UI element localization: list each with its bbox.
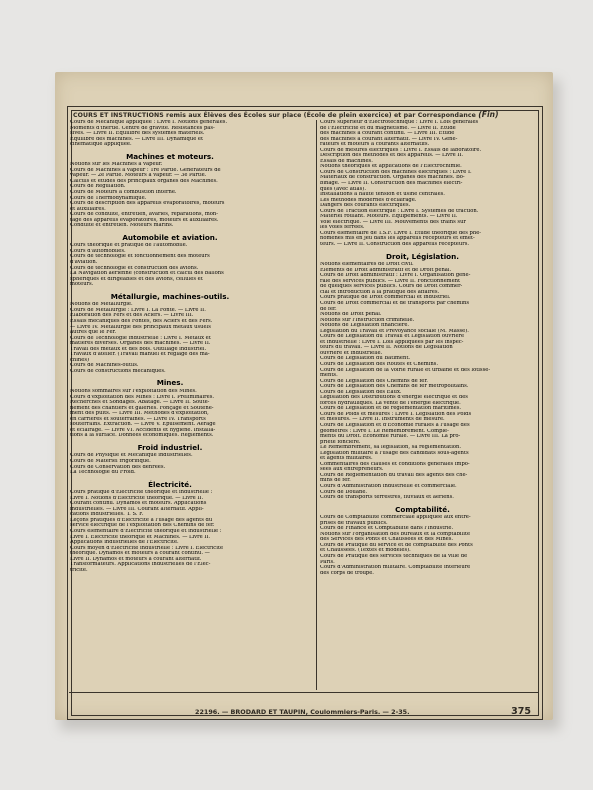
text-line: Essais mécaniques des Fontes, des Aciers et des Fers. [70, 318, 213, 324]
text-line: sives. — Livre II. Équilibre des systèmes matériels. [70, 131, 205, 137]
text-line: Cours de Pratique des services techniques de la ville de [320, 554, 468, 560]
text-line: priété foncière. [320, 439, 361, 445]
text-line: ments. [320, 373, 338, 379]
text-line: Cours de Finance et Comptabilité dans l'Industrie. [320, 526, 454, 532]
page-number: 375 [511, 706, 531, 717]
text-line: Cours de Législation et de réglementation maritimes. [320, 406, 462, 412]
text-line: Travail des métaux et des bois. Outillage industriel. [70, 346, 207, 352]
text-line: Description des méthodes et des appareils. — Livre II. [320, 153, 464, 159]
page-header [73, 110, 543, 119]
text-line: Leçons pratiques d'Électricité à l'usage des agents du [70, 517, 213, 523]
text-line: Cours de Machines à vapeur : 1re Partie. Générateurs de [70, 167, 221, 173]
text-line: Livre I. Électricité théorique et Machines. — Livre II. [70, 534, 211, 540]
text-line: et Chaussées. (Textes et modèles). [320, 548, 411, 554]
text-line: des machines à courant alternatif. — Livre IV. Géné- [320, 136, 458, 142]
text-line: Cours de Législation des Eaux. [320, 389, 402, 395]
text-line: Travaux d'atelier. (Travail manuel et réglage des ma- [70, 352, 210, 358]
text-line: Paris. [320, 559, 335, 565]
text-line: Cours de Réglementation du travail des agents des che- [320, 472, 468, 478]
text-line: autres que le Fer. [70, 330, 117, 336]
text-line: Cours de Thermodynamique. [70, 195, 147, 201]
text-line: souterrains. Extraction. — Livre V. Épuisement. Aérage [70, 422, 216, 428]
section-title: Comptabilité. [395, 504, 450, 514]
text-line: des Services des Ponts et Chaussées et des Mines. [320, 537, 454, 543]
section-title: Métallurgie, machines-outils. [110, 291, 230, 301]
text-line: Cours de Législation et d'Économie rurales à l'usage des [320, 422, 470, 428]
header-suffix: (Fin) [478, 110, 499, 119]
text-line: prises de travaux publics. [320, 520, 388, 526]
text-line: Cours élémentaire d'Électricité théorique et industrielle : [70, 529, 222, 534]
text-line: Recherches et Sondages. Abatage. — Livre II. Soutè- [70, 400, 210, 406]
text-line: Moments d'inertie. Centre de gravité. Résistances pas- [70, 125, 215, 131]
text-line: Cours de technologie et construction des avions. [70, 265, 199, 271]
text-line: rateurs et moteurs à courants alternatifs. [320, 142, 430, 148]
text-line: Cours de Métallurgie : Livre I. La Fonte. — Livre II. [70, 307, 206, 313]
text-line: et mesures. — Livre II. Instruments de mesure. [320, 417, 445, 423]
text-line: Cours de transports terrestres, fluviaux et aériens. [320, 495, 454, 501]
text-line: moteurs. [70, 282, 94, 288]
text-line: et auxiliaires. [70, 206, 106, 212]
text-line: Cours de Législation du Bâtiment. [320, 356, 411, 362]
text-line: des machines à courant continu. — Livre III. Étude [320, 131, 455, 137]
text-line: Cours d'Administration militaire. Comptabilité intérieure [320, 565, 471, 571]
text-line: La Technologie du Froid. [70, 470, 136, 476]
text-line: Cours d'exploitation des Mines : Livre I. Préliminaires. [70, 394, 215, 400]
text-line: Le Remembrement, sa législation, sa réglementation. [320, 445, 462, 451]
text-line: Notions sur l'Instruction criminelle. [320, 317, 415, 323]
text-line: Cours de description des appareils évaporatoires, moteurs [70, 201, 225, 207]
text-line: sphériques et dirigeables et des avions, cellules et [70, 276, 203, 282]
text-line: Notions de Législation financière. [320, 323, 410, 329]
text-line: Cours de Pratique du service et de comptabilité des Ponts [320, 542, 473, 548]
column-divider [316, 120, 317, 690]
text-line: teurs du travail. — Livre II. Notions de Législation [320, 345, 453, 351]
section-title: Droit, Législation. [386, 251, 459, 261]
text-line: et éclairage. — Livre VI. Accidents et hygiène. Installa- [70, 427, 216, 433]
text-line: nomènes mis en jeu dans les appareils récepteurs et émet- [320, 236, 475, 242]
text-line: Cours de Droit commercial et de transports par chemins [320, 300, 470, 306]
text-line: Calculs et études des principaux organes des Machines. [70, 178, 218, 184]
text-line: les voies ferrées. [320, 225, 365, 231]
text-line: Cours de Matériel frigorifique. [70, 458, 151, 464]
text-line: Cours de Législation des Routes et Chemins. [320, 361, 438, 367]
text-line: Cours de Mécanique appliquée : Livre I. Notions générales. [70, 120, 228, 125]
text-line: Notions sur les Machines à vapeur. [70, 162, 163, 168]
text-line: Les méthodes modernes d'éclairage. [320, 197, 417, 203]
text-line: Cours de Construction des machines électriques : Livre I. [320, 169, 472, 175]
text-line: tage des appareils évaporatoires, moteurs et auxiliaires. [70, 217, 219, 223]
text-line: Cours de Législation des Chemins de fer. [320, 378, 428, 384]
text-line: Élaboration des Fers et des Aciers. — Livre III. [70, 313, 194, 319]
text-line: Cours de Conservation des denrées. [70, 464, 166, 470]
text-line: Matériel roulant. Moteurs. Équipements. — Livre II. [320, 214, 458, 220]
text-line: tions à la surface. Données économiques. Règlements. [70, 433, 214, 439]
text-line: Voie électrique. — Livre III. Mouvements des trains sur [320, 219, 466, 225]
text-line: nement des chantiers et galeries. Fonçage et Soutène- [70, 405, 214, 411]
text-line: Applications industrielles de l'Électricité. [70, 540, 179, 546]
text-line: Cours pratique d'Électricité théorique et industrielle : [70, 490, 213, 496]
left-column [70, 120, 270, 573]
text-line: Notions sur l'organisation des bureaux et la comptabilité [320, 531, 471, 537]
text-line: Législation du Travail et Prévoyance sociale (M. Massé). [320, 328, 469, 334]
text-line: Cours de Droit administratif : Livre I. Organisation géné- [320, 273, 471, 279]
text-line: Notions sommaires sur l'exploitation des Mines. [70, 388, 197, 394]
text-line: Cours d'automobiles. [70, 248, 126, 254]
text-line: de l'Électricité et du magnétisme. — Livre II. Étude [320, 125, 456, 131]
text-line: Cours de constructions mécaniques. [70, 368, 166, 374]
text-line: de fer. [320, 306, 337, 312]
text-line: vapeur. — 2e Partie. Moteurs à vapeur. — 3e Partie. [70, 173, 207, 179]
text-line: Cours moyen d'Électricité industrielle : Livre I. Électricité [70, 545, 224, 551]
text-line: Cours de Technologie industrielle : Livre I. Métaux et [70, 335, 211, 341]
section-title: Froid industriel. [137, 442, 203, 452]
text-line: Cours de Physique et Mécanique industrielles. [70, 453, 193, 459]
text-line: géomètres : Livre I. Le Remembrement. Complé- [320, 428, 449, 434]
text-line: tricité. [70, 567, 88, 573]
text-line: mins de fer. [320, 478, 351, 484]
text-line: ouvrière et industrielle. [320, 350, 383, 356]
text-line: Cours pratique de Droit commercial et industriel. [320, 295, 451, 301]
text-line: Cours supérieur d'Électrotechnique : Livre I. Lois générales [320, 120, 479, 125]
text-line: et industrielle : Livre I. Lois appliquées par les inspec- [320, 339, 464, 345]
section-title: Mines. [156, 378, 184, 388]
text-line: des corps de troupe. [320, 570, 374, 576]
text-line: Cours de Législation des Chemins de fer métropolitains. [320, 384, 469, 390]
section-title: Électricité. [148, 479, 192, 489]
text-line: Législation des Distributions d'énergie électrique et des [320, 395, 468, 401]
text-line: Équilibre des machines. — Livre III. Dynamique et [70, 136, 204, 142]
text-line: matières diverses. Organes des machines. — Livre II. [70, 341, 211, 347]
text-line: La Navigation aérienne (construction et calcul des ballons [70, 271, 224, 277]
text-line: en carrières et souterraines. — Livre IV. Transports [70, 416, 206, 422]
text-line: cinématique appliquée. [70, 142, 132, 148]
text-line: cations industrielles. T. S. F. [70, 512, 144, 518]
text-line: Cours de Machines-outils. [70, 363, 139, 369]
text-line: Courant continu. Dynamos et moteurs. Applications [70, 501, 207, 507]
text-line: Cours de technologie et fonctionnement des moteurs [70, 254, 210, 260]
header-title: COURS ET INSTRUCTIONS remis aux Élèves des Écoles sur place (École de plein exercice) et par Correspondance [73, 112, 476, 119]
right-column [320, 120, 525, 576]
text-line: ques (avec atlas). [320, 186, 366, 192]
text-line: service électrique de l'exploitation des Chemins de fer. [70, 523, 215, 529]
text-line: Cours de Traction électrique : Livre I. Systèmes de traction. [320, 208, 479, 214]
text-line: Cours de Comptabilité commerciale appliquée aux entre- [320, 515, 471, 521]
text-line: Notions théoriques et applications de l'Électrochimie. [320, 164, 462, 170]
text-line: Cours de Poids et mesures : Livre I. Législation des Poids [320, 411, 472, 417]
text-line: et agents militaires. [320, 456, 373, 462]
text-line: Notions de Métallurgie. [70, 302, 133, 308]
text-line: Cours théorique et pratique de l'automobile. [70, 243, 188, 249]
section-title: Automobile et aviation. [122, 232, 218, 242]
text-line: teurs. — Livre II. Construction des appareils récepteurs. [320, 242, 470, 248]
text-line: Transformateurs. Applications industrielles de l'Élec- [70, 562, 211, 568]
text-line: Cours de Régulation. [70, 184, 126, 190]
text-line: Cours de Douane. [320, 489, 368, 495]
text-line: Matériaux de construction. Organes des machines. Bo- [320, 175, 465, 181]
text-line: rale des services publics. — Livre II. Fonctionnement [320, 278, 461, 284]
section-title: Machines et moteurs. [126, 151, 214, 161]
text-line: — Livre IV. Métallurgie des principaux métaux usuels [70, 324, 211, 330]
text-line: Notions de Droit pénal. [320, 312, 382, 318]
text-line: de quelques services publics. Cours de Droit commer- [320, 284, 463, 290]
text-line: sées aux entrepreneurs. [320, 467, 384, 473]
text-line: Cours de Législation de la Voirie rurale et urbaine et des lotisse- [320, 367, 491, 373]
text-line: Cours de conduite, entretien, avaries, réparations, mon- [70, 212, 219, 218]
text-line: forces hydrauliques. La vente de l'énergie électrique. [320, 400, 461, 406]
text-line: ment des puits. — Livre III. Méthodes d'exploitation, [70, 411, 209, 417]
text-line: industrielles. — Livre III. Courant alternatif. Appli- [70, 506, 204, 512]
text-line: chines) [70, 357, 90, 363]
text-line: Cours d'Administration industrielle et commerciale. [320, 484, 457, 489]
text-line: Essais de machines. [320, 158, 373, 164]
text-line: Conduite et entretien. Moteurs marins. [70, 223, 174, 229]
text-line: Éléments de Droit administratif et de Droit pénal. [320, 267, 452, 273]
text-line: Installations à haute tension et usine centrales. [320, 192, 445, 198]
text-line: Législation militaire à l'usage des candidats sous-agents [320, 450, 469, 456]
text-line: cial et introduction à la pratique des affaires. [320, 289, 440, 295]
text-line: Cours élémentaire de T.S.F. Livre I. Étude théorique des phé- [320, 230, 482, 236]
text-line: Cours de Moteurs à combustion interne. [70, 190, 177, 196]
footer-imprint: 22196. — BRODARD ET TAUPIN, Coulommiers-Paris. — 2-35. [195, 708, 410, 716]
text-line: Notions élémentaires de Droit civil. [320, 262, 414, 268]
text-line: Livre II. Dynamos et moteurs à courant alternatif. [70, 556, 202, 562]
text-line: binage. — Livre II. Construction des machines électri- [320, 181, 463, 187]
text-line: Commentaires des clauses et conditions générales impo- [320, 461, 470, 467]
text-line: ments du Droit. Économie rurale. — Livre III. La pro- [320, 434, 461, 440]
text-line: Dangers des courants électriques. [320, 203, 411, 209]
text-line: théorique. Dynamos et moteurs à courant continu. — [70, 551, 210, 557]
text-line: d'aviation. [70, 260, 98, 266]
text-line: Livre I. Notions d'Électricité théorique. — Livre II. [70, 495, 204, 501]
text-line: Cours de mesures électriques : Livre I. Essais de laboratoire. [320, 147, 482, 153]
text-line: Cours de Législation du Travail et Législation ouvrière [320, 334, 465, 340]
